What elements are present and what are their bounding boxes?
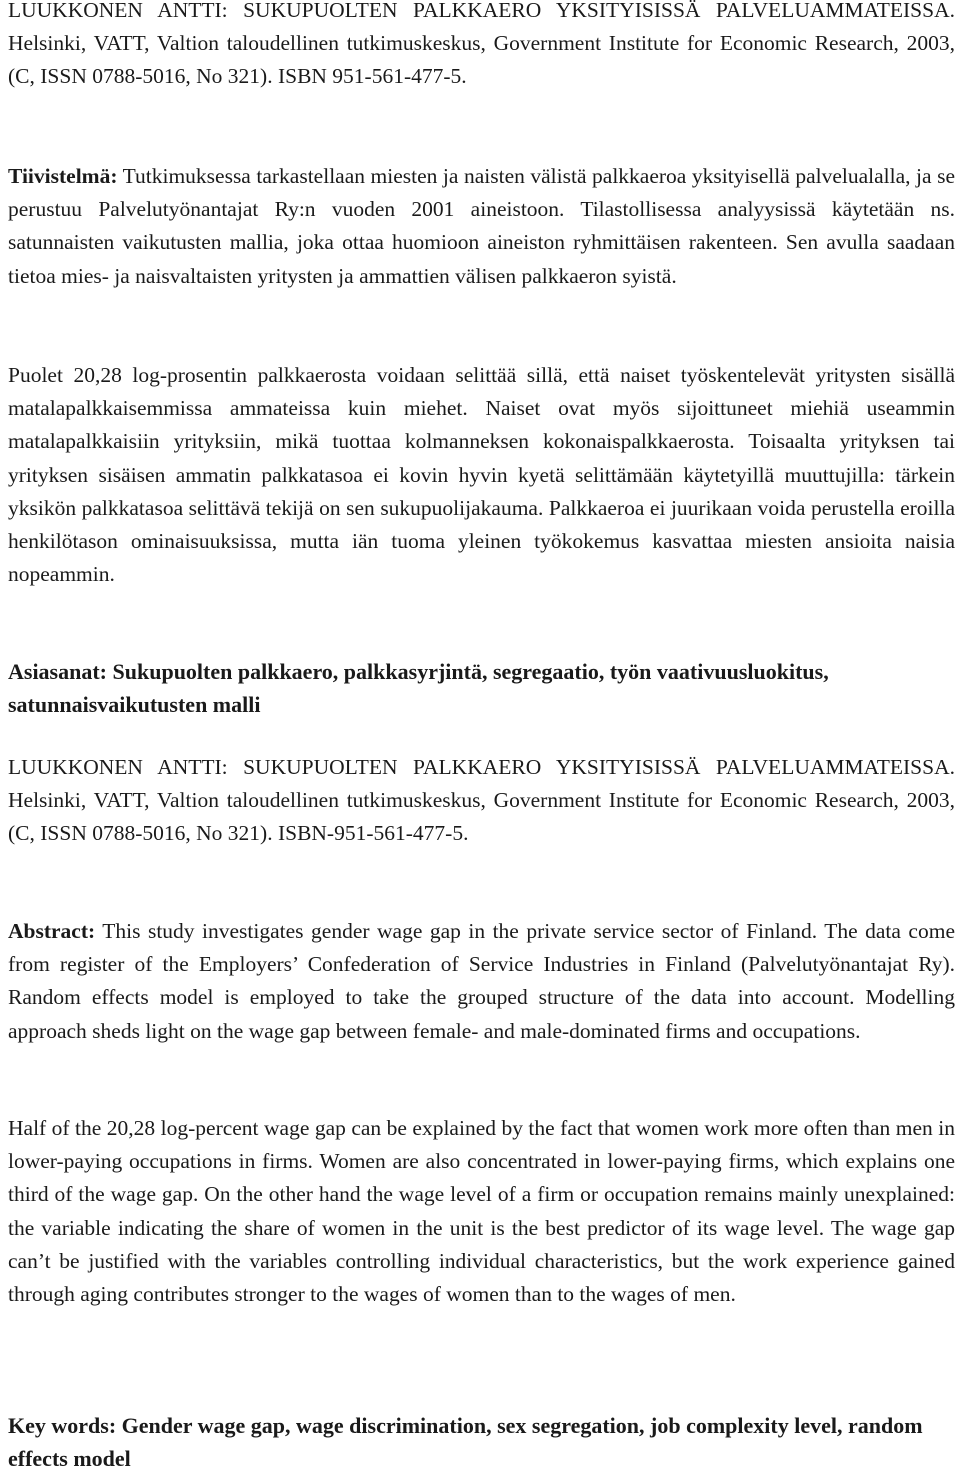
- tiivistelma-text-1: Tutkimuksessa tarkastellaan miesten ja naisten välistä palkkaeroa yksityisellä palvelualalla, ja se perustuu Palvelutyönantajat Ry:n vuoden 2001 aineistoon. Tilastollisessa analyysissä käytetään ns. satunnaisten vaikutusten mallia, joka ottaa huomioon aineiston ryhmittäisen rakenteen. Sen avulla saadaan tietoa mies- ja naisvaltaisten yritysten ja ammattien välisen palkkaeron syistä.: [8, 164, 955, 288]
- tiivistelma-paragraph-1: [8, 160, 955, 293]
- tiivistelma-label: Tiivistelmä:: [8, 164, 118, 188]
- citation-finnish: LUUKKONEN ANTTI: SUKUPUOLTEN PALKKAERO YKSITYISISSÄ PALVELUAMMATEISSA. Helsinki, VATT, Valtion taloudellinen tutkimuskeskus, Government Institute for Economic Research, 2003, (C, ISSN 0788-5016, No 321). ISBN 951-561-477-5.: [8, 0, 955, 89]
- abstract-label: Abstract:: [8, 919, 96, 943]
- abstract-text-1: This study investigates gender wage gap in the private service sector of Finland. The data come from register of the Employers’ Confederation of Service Industries in Finland (Palvelutyönantajat Ry). Random effects model is employed to take the grouped structure of the data into account. Modelling approach sheds light on the wage gap between female- and male-dominated firms and occupations.: [8, 919, 955, 1043]
- abstract-paragraph-2: Half of the 20,28 log-percent wage gap can be explained by the fact that women work more often than men in lower-paying occupations in firms. Women are also concentrated in lower-paying firms, which explains one third of the wage gap. On the other hand the wage level of a firm or occupation remains mainly unexplained: the variable indicating the share of women in the unit is the best predictor of its wage level. The wage gap can’t be justified with the variables controlling individual characteristics, but the work experience gained through aging contributes stronger to the wages of women than to the wages of men.: [8, 1116, 955, 1307]
- citation-english: LUUKKONEN ANTTI: SUKUPUOLTEN PALKKAERO YKSITYISISSÄ PALVELUAMMATEISSA. Helsinki, VATT, Valtion taloudellinen tutkimuskeskus, Government Institute for Economic Research, 2003, (C, ISSN 0788-5016, No 321). ISBN-951-561-477-5.: [8, 755, 955, 846]
- tiivistelma-paragraph-2: Puolet 20,28 log-prosentin palkkaerosta voidaan selittää sillä, että naiset työskentelevät yritysten sisällä matalapalkkaisemmissa ammateissa kuin miehet. Naiset ovat myös sijoittuneet miehiä useammin matalapalkkaisiin yrityksiin, mikä tuottaa kolmanneksen kokonaispalkkaerosta. Toisaalta yrityksen tai yrityksen sisäisen ammatin palkkatasoa ei kovin hyvin kyetä selittämään käytetyillä muuttujilla: tärkein yksikön palkkatasoa selittävä tekijä on sen sukupuolijakauma. Palkkaeroa ei juurikaan voida perustella eroilla henkilötason ominaisuuksissa, mutta iän tuoma yleinen työkokemus kasvattaa miesten ansioita naisia nopeammin.: [8, 363, 955, 587]
- key-words: Key words: Gender wage gap, wage discrimination, sex segregation, job complexity level, random effects model: [8, 1413, 923, 1471]
- asiasanat-keywords: Asiasanat: Sukupuolten palkkaero, palkkasyrjintä, segregaatio, työn vaativuusluokitus, satunnaisvaikutusten malli: [8, 659, 829, 717]
- abstract-paragraph-1: [8, 915, 955, 1048]
